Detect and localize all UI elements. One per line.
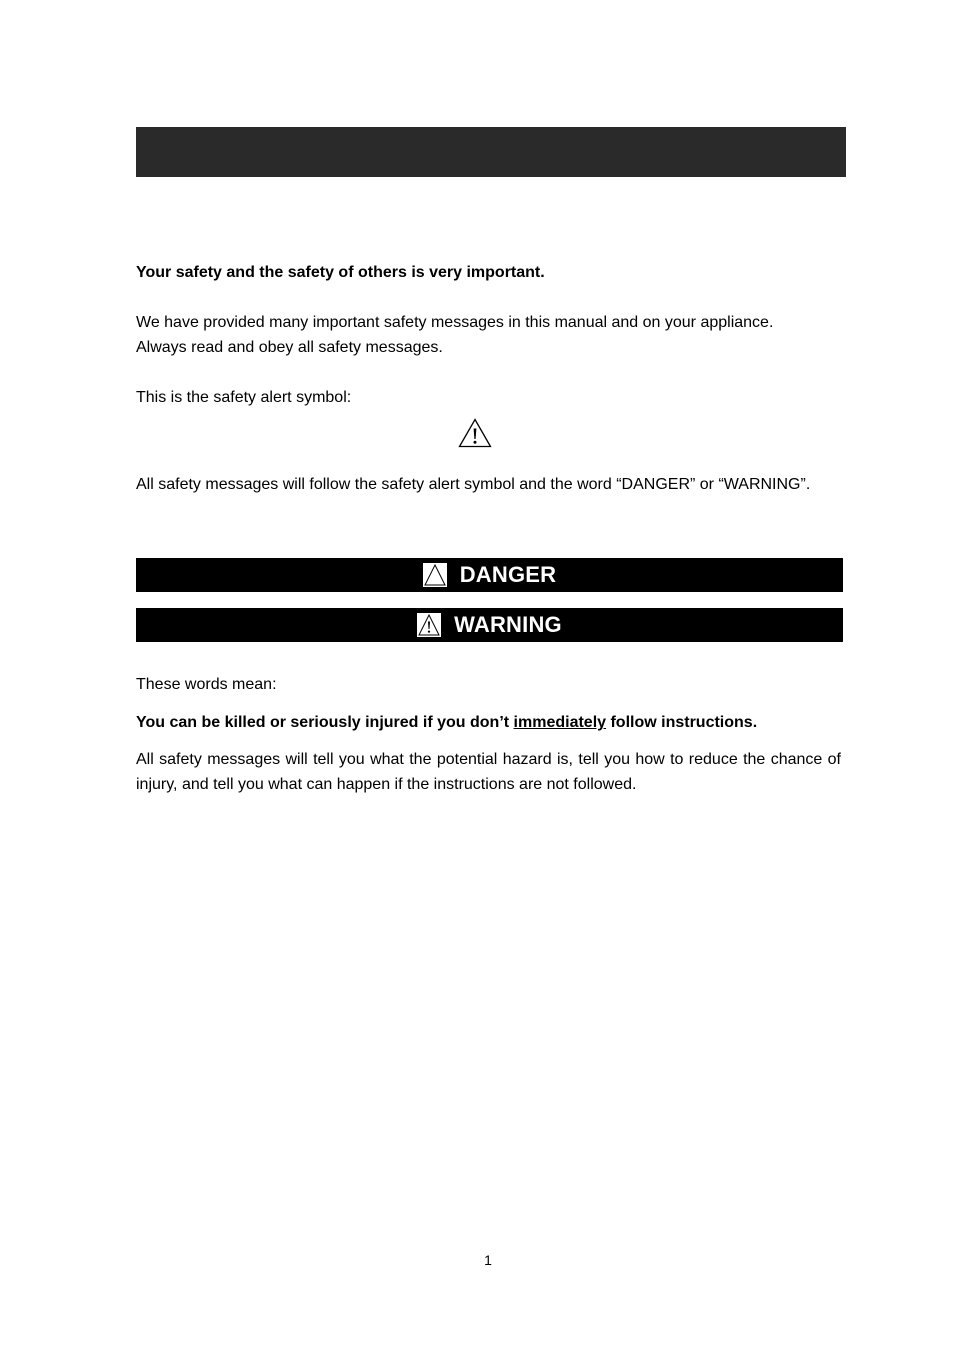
warning-signal-bar [136,608,843,642]
all-messages-text: All safety messages will tell you what the potential hazard is, tell you how to reduce the chance of injury, and tell you what can happen if the instructions are not followed. [136,751,841,793]
section-header-bar [136,127,846,177]
provided-text-line-1: We have provided many important safety messages in this manual and on your appliance. [136,314,774,331]
provided-text-line-2: Always read and obey all safety messages. [136,339,443,356]
killed-text-post: follow instructions. [606,714,758,731]
warning-label: WARNING [454,612,562,637]
killed-text-pre: You can be killed or seriously injured if you don’t [136,714,514,731]
page-number: 1 [484,1252,492,1268]
immediately-emphasis: immediately [513,714,607,731]
killed-warning-text [136,710,841,735]
warning-triangle-icon [458,418,492,448]
danger-warning-triangle-icon [423,563,447,587]
these-words-text: These words mean: [136,676,277,693]
symbol-intro-text: This is the safety alert symbol: [136,389,352,406]
danger-signal-bar [136,558,843,592]
warning-triangle-icon [417,613,441,637]
follow-symbol-text: All safety messages will follow the safety alert symbol and the word “DANGER” or “WARNING”. [136,476,811,493]
danger-label: DANGER [459,562,557,587]
intro-bold-text: Your safety and the safety of others is very important. [136,264,545,281]
